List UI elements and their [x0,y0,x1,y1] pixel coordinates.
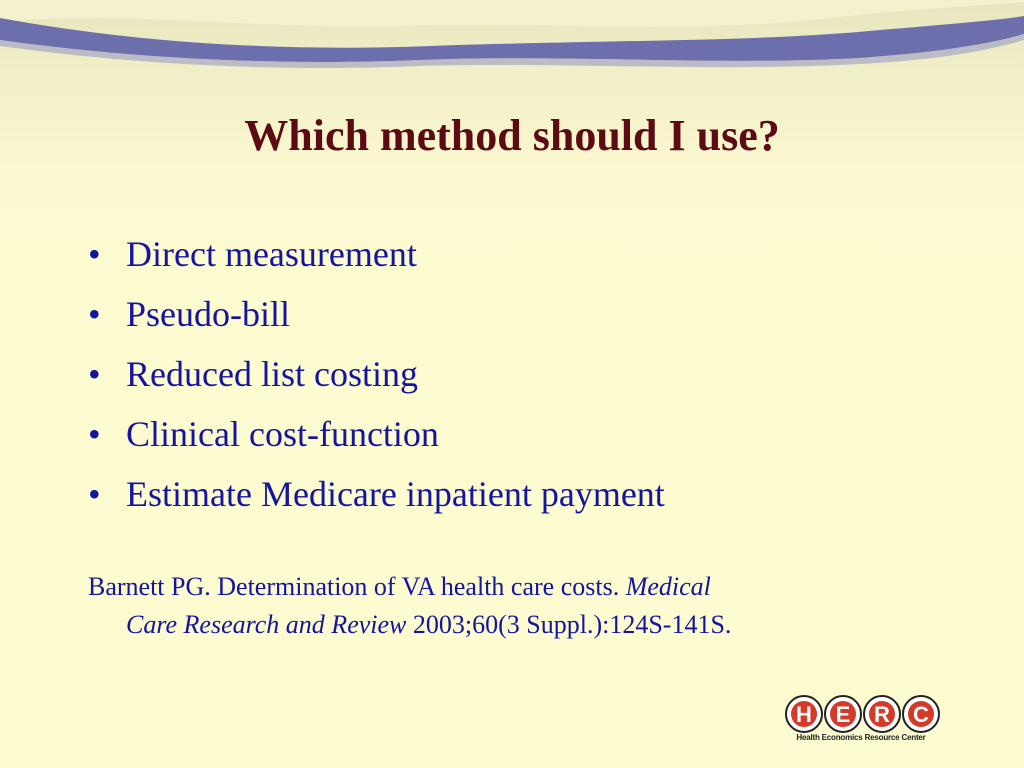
citation-line-1 [88,568,948,606]
bullet-item [88,464,665,524]
bullet-text: Pseudo-bill [126,294,291,334]
logo-letter: C [913,702,929,727]
bullet-dot-icon: • [88,294,101,334]
bullet-text: Reduced list costing [126,354,418,394]
bullet-dot-icon: • [88,354,101,394]
bullet-text: Direct measurement [126,234,417,274]
herc-logo-circle-e [825,696,861,732]
herc-logo-circle-r [864,696,900,732]
herc-logo-circle-c [903,696,939,732]
bullet-dot-icon: • [88,234,101,274]
logo-letter: E [835,702,851,727]
citation-author-title: Barnett PG. Determination of VA health care costs. [88,572,626,601]
logo-letter: H [796,702,812,727]
slide-title: Which method should I use? [244,111,780,160]
header-wave-decoration [0,0,1024,80]
citation-journal-part-1: Medical [625,572,711,601]
herc-logo [780,694,942,748]
bullet-item [88,344,665,404]
bullet-item [88,284,665,344]
citation-volume-pages: 2003;60(3 Suppl.):124S-141S. [406,610,732,639]
herc-logo-circle-h [786,696,822,732]
bullet-list [88,224,665,524]
citation-journal-part-2: Care Research and Review [126,610,407,639]
bullet-dot-icon: • [88,474,101,514]
bullet-item [88,404,665,464]
herc-logo-icon [784,694,940,734]
citation-line-2 [88,606,948,644]
bullet-dot-icon: • [88,414,101,454]
bullet-item [88,224,665,284]
citation [88,568,948,644]
logo-letter: R [874,702,890,727]
bullet-text: Clinical cost-function [126,414,439,454]
bullet-text: Estimate Medicare inpatient payment [126,474,665,514]
herc-logo-tagline: Health Economics Resource Center [796,733,926,742]
